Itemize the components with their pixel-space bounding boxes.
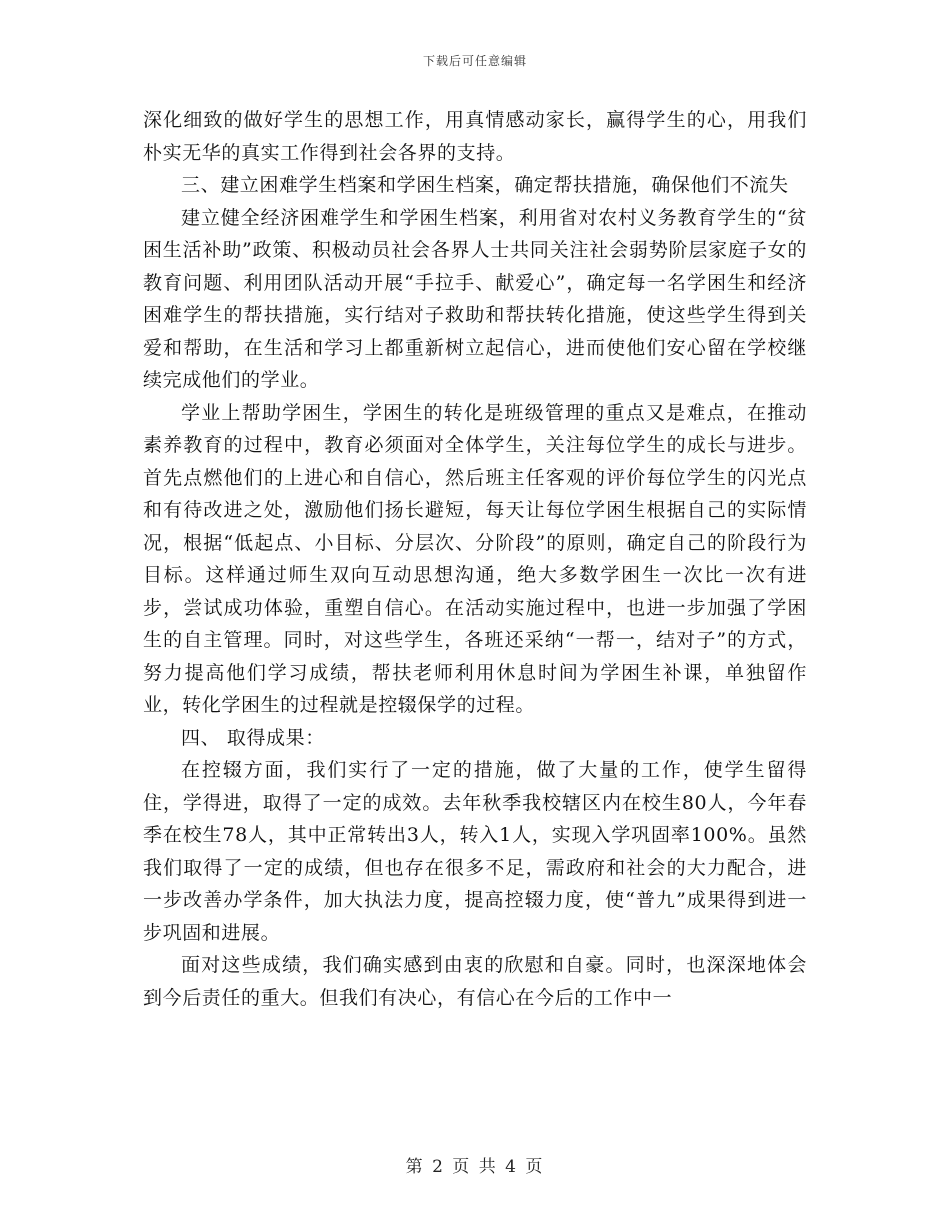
- paragraph: 面对这些成绩，我们确实感到由衷的欣慰和自豪。同时，也深深地体会到今后责任的重大。但我们有决心，有信心在今后的工作中一: [143, 954, 807, 1009]
- header-note: 下载后可任意编辑: [422, 54, 527, 68]
- page-number: 第 2 页 共 4 页: [405, 1157, 545, 1177]
- paragraph: 深化细致的做好学生的思想工作，用真情感动家长，赢得学生的心，用我们朴实无华的真实工作得到社会各界的支持。: [143, 109, 807, 164]
- paragraph: 学业上帮助学困生，学困生的转化是班级管理的重点又是难点，在推动素养教育的过程中，教育必须面对全体学生，关注每位学生的成长与进步。首先点燃他们的上进心和自信心，然后班主任客观的评价每位学生的闪光点和有待改进之处，激励他们扬长避短，每天让每位学困生根据自己的实际情况，根据“低起点、小目标、分层次、分阶段”的原则，确定自己的阶段行为目标。这样通过师生双向互动思想沟通，绝大多数学困生一次比一次有进步，尝试成功体验，重塑自信心。在活动实施过程中，也进一步加强了学困生的自主管理。同时，对这些学生，各班还采纳“一帮一，结对子”的方式，努力提高他们学习成绩，帮扶老师利用休息时间为学困生补课，单独留作业，转化学困生的过程就是控辍保学的过程。: [143, 401, 807, 716]
- paragraph: 在控辍方面，我们实行了一定的措施，做了大量的工作，使学生留得住，学得进，取得了一定的成效。去年秋季我校辖区内在校生80人，今年春季在校生78人，其中正常转出3人，转入1人，实现入学巩固率100%。虽然我们取得了一定的成绩，但也存在很多不足，需政府和社会的大力配合，进一步改善办学条件，加大执法力度，提高控辍力度，使“普九”成果得到进一步巩固和进展。: [143, 759, 807, 944]
- document-body: [143, 104, 807, 1014]
- section-heading: 四、 取得成果：: [181, 726, 325, 749]
- section-heading: 三、建立困难学生档案和学困生档案，确定帮扶措施，确保他们不流失: [181, 174, 789, 196]
- paragraph: 建立健全经济困难学生和学困生档案，利用省对农村义务教育学生的“贫困生活补助”政策、积极动员社会各界人士共同关注社会弱势阶层家庭子女的教育问题、利用团队活动开展“手拉手、献爱心”，确定每一名学困生和经济困难学生的帮扶措施，实行结对子救助和帮扶转化措施，使这些学生得到关爱和帮助，在生活和学习上都重新树立起信心，进而使他们安心留在学校继续完成他们的学业。: [143, 206, 807, 391]
